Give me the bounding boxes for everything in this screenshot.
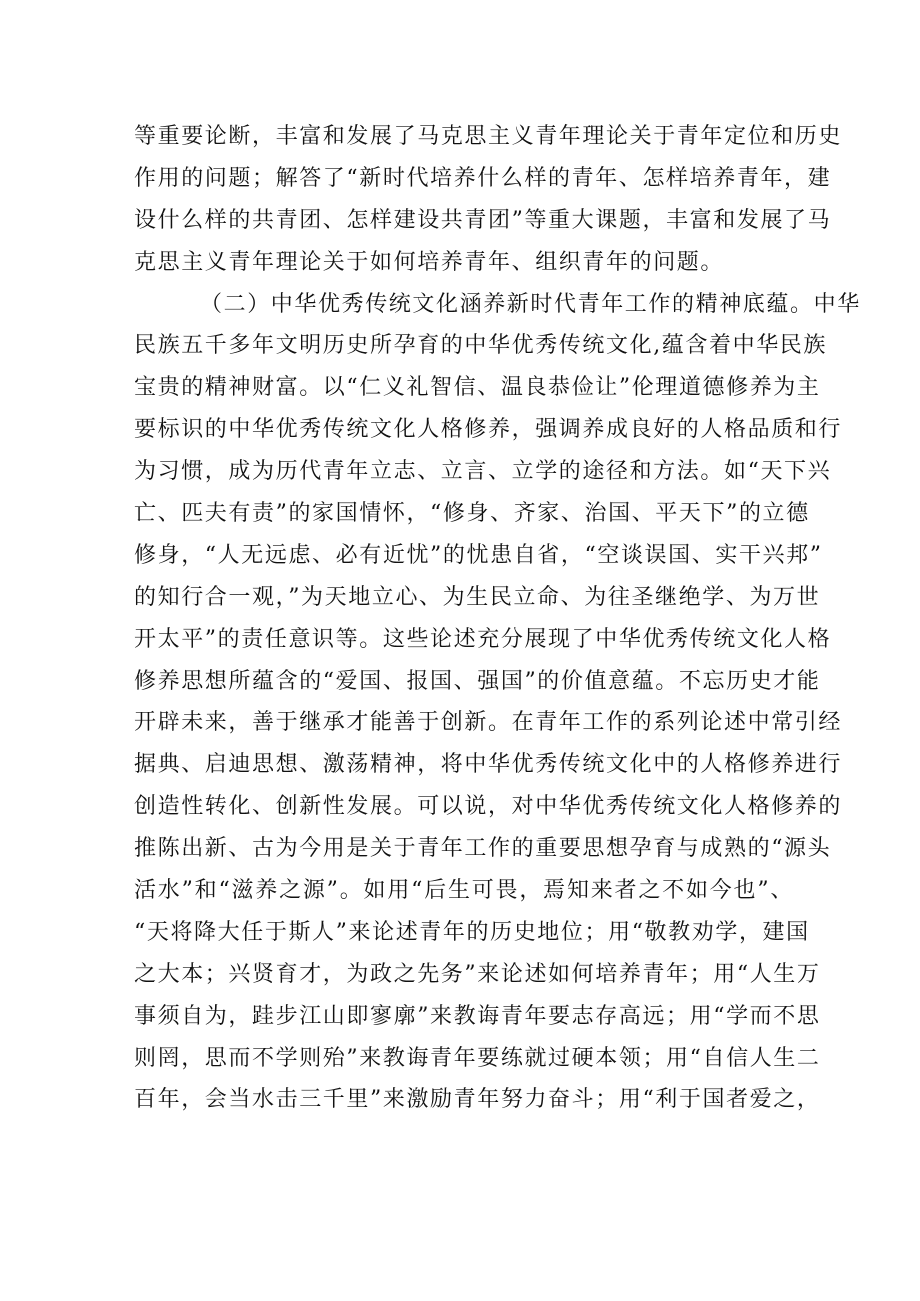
text-line: 宝贵的精神财富。以“仁义礼智信、温良恭俭让”伦理道德修养为主 — [134, 375, 821, 401]
text-line: 开太平”的责任意识等。这些论述充分展现了中华优秀传统文化人格 — [134, 626, 832, 652]
body-text — [134, 116, 861, 1121]
text-line: 据典、启迪思想、激荡精神，将中华优秀传统文化中的人格修养进行 — [134, 752, 843, 778]
text-line: 则罔，思而不学则殆”来教诲青年要练就过硬本领；用“自信人生二 — [134, 1045, 821, 1071]
text-line: 等重要论断，丰富和发展了马克思主义青年理论关于青年定位和历史 — [134, 124, 843, 149]
text-line: 民族五千多年文明历史所孕育的中华优秀传统文化,蕴含着中华民族 — [134, 333, 827, 359]
text-line: 克思主义青年理论关于如何培养青年、组织青年的问题。 — [134, 249, 725, 275]
text-line: 百年，会当水击三千里”来激励青年努力奋斗；用“利于国者爱之， — [134, 1087, 821, 1113]
text-line: 设什么样的共青团、怎样建设共青团”等重大课题，丰富和发展了马 — [134, 207, 832, 233]
text-line: 要标识的中华优秀传统文化人格修养，强调养成良好的人格品质和行 — [134, 417, 843, 443]
text-line: 活水”和“滋养之源”。如用“后生可畏，焉知来者之不如今也”、 — [134, 878, 794, 904]
text-line: 开辟未来，善于继承才能善于创新。在青年工作的系列论述中常引经 — [134, 710, 843, 736]
text-line: 的知行合一观，”为天地立心、为生民立命、为往圣继绝学、为万世 — [134, 584, 821, 610]
text-line: 之大本；兴贤育才，为政之先务”来论述如何培养青年；用“人生万 — [134, 961, 821, 987]
text-line: 事须自为，跬步江山即寥廓”来教诲青年要志存高远；用“学而不思 — [134, 1003, 821, 1029]
text-line: 修养思想所蕴含的“爱国、报国、强国”的价值意蕴。不忘历史才能 — [134, 668, 821, 694]
text-line: 创造性转化、创新性发展。可以说，对中华优秀传统文化人格修养的 — [134, 794, 843, 820]
text-line: 修身，“人无远虑、必有近忧”的忧患自省，“空谈误国、实干兴邦” — [134, 542, 823, 568]
text-line: 亡、匹夫有责”的家国情怀，“修身、齐家、治国、平天下”的立德 — [134, 501, 810, 527]
text-line: （二）中华优秀传统文化涵养新时代青年工作的精神底蕴。中华 — [200, 291, 861, 317]
text-line: 为习惯，成为历代青年立志、立言、立学的途径和方法。如“天下兴 — [134, 459, 832, 485]
text-line: “天将降大任于斯人”来论述青年的历史地位；用“敬教劝学，建国 — [134, 919, 810, 945]
text-line: 推陈出新、古为今用是关于青年工作的重要思想孕育与成熟的“源头 — [134, 836, 832, 862]
text-line: 作用的问题；解答了“新时代培养什么样的青年、怎样培养青年，建 — [134, 165, 832, 191]
